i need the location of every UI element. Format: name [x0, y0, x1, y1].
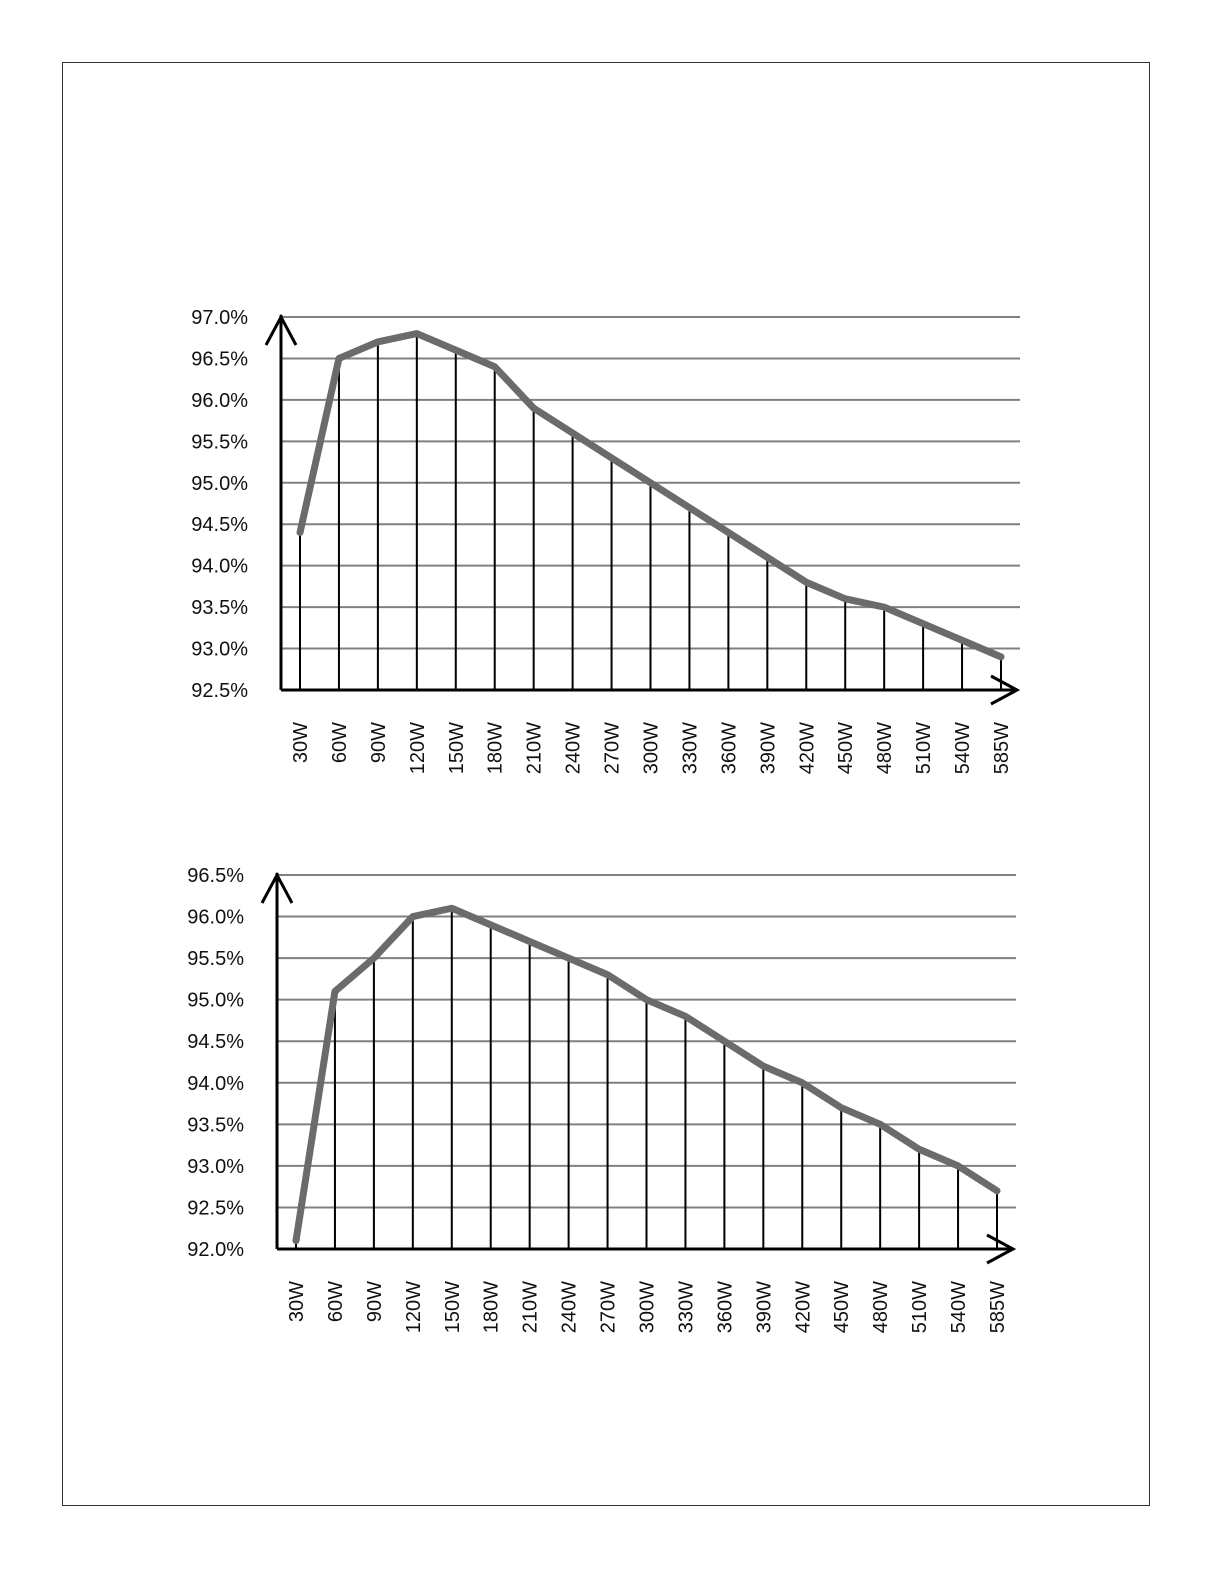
- y-tick-label: 95.0%: [187, 989, 244, 1012]
- data-point: [956, 1163, 961, 1168]
- y-tick-label: 95.5%: [187, 948, 244, 971]
- y-tick-label: 96.5%: [187, 865, 244, 887]
- x-tick-label: 120W: [406, 722, 429, 775]
- y-tick-label: 92.5%: [191, 680, 248, 702]
- x-tick-label: 360W: [718, 722, 741, 775]
- x-tick-label: 510W: [913, 722, 936, 775]
- data-point: [566, 956, 571, 961]
- x-tick-label: 150W: [441, 1281, 464, 1334]
- x-tick-label: 270W: [597, 1281, 620, 1334]
- y-tick-label: 95.0%: [191, 472, 248, 495]
- data-point: [687, 505, 692, 510]
- x-tick-label: 585W: [987, 1281, 1009, 1334]
- data-point: [375, 339, 380, 344]
- y-tick-label: 94.5%: [187, 1031, 244, 1054]
- data-point: [605, 972, 610, 977]
- data-point: [839, 1105, 844, 1110]
- x-tick-label: 300W: [636, 1281, 659, 1334]
- x-tick-label: 360W: [714, 1281, 737, 1334]
- data-point: [492, 364, 497, 369]
- data-point: [609, 455, 614, 460]
- data-point: [882, 605, 887, 610]
- y-tick-label: 93.0%: [191, 638, 248, 661]
- x-tick-label: 300W: [640, 722, 663, 775]
- x-tick-label: 180W: [480, 1281, 503, 1334]
- data-point: [722, 1039, 727, 1044]
- x-tick-label: 510W: [909, 1281, 932, 1334]
- y-tick-label: 92.5%: [187, 1197, 244, 1220]
- y-tick-label: 94.0%: [191, 555, 248, 578]
- y-tick-label: 93.5%: [187, 1114, 244, 1137]
- data-point: [332, 989, 337, 994]
- y-tick-label: 96.0%: [187, 906, 244, 929]
- data-point: [644, 997, 649, 1002]
- x-tick-label: 240W: [562, 722, 585, 775]
- x-tick-label: 480W: [870, 1281, 893, 1334]
- x-tick-label: 270W: [601, 722, 624, 775]
- x-tick-label: 30W: [286, 1281, 308, 1323]
- x-tick-label: 120W: [402, 1281, 425, 1334]
- y-tick-label: 96.5%: [191, 348, 248, 371]
- x-tick-label: 210W: [523, 722, 546, 775]
- y-tick-label: 93.0%: [187, 1155, 244, 1178]
- data-point: [917, 1147, 922, 1152]
- y-tick-label: 94.5%: [191, 514, 248, 537]
- x-tick-label: 90W: [367, 722, 390, 764]
- x-tick-label: 450W: [835, 722, 858, 775]
- chart-2: [187, 865, 1016, 1333]
- x-tick-label: 390W: [753, 1281, 776, 1334]
- data-point: [765, 555, 770, 560]
- data-point: [843, 596, 848, 601]
- y-tick-label: 93.5%: [191, 597, 248, 620]
- data-point: [410, 914, 415, 919]
- x-tick-label: 210W: [519, 1281, 542, 1334]
- x-tick-label: 390W: [757, 722, 780, 775]
- x-tick-label: 480W: [874, 722, 897, 775]
- x-tick-label: 60W: [324, 1281, 347, 1323]
- x-tick-label: 60W: [328, 722, 351, 764]
- data-point: [648, 480, 653, 485]
- data-point: [921, 621, 926, 626]
- y-tick-label: 97.0%: [191, 307, 248, 329]
- data-point: [298, 530, 303, 535]
- x-tick-label: 330W: [679, 722, 702, 775]
- x-tick-label: 90W: [363, 1281, 386, 1323]
- x-tick-label: 450W: [831, 1281, 854, 1334]
- data-point: [414, 331, 419, 336]
- x-tick-label: 585W: [991, 722, 1013, 775]
- data-point: [527, 939, 532, 944]
- data-point: [453, 348, 458, 353]
- x-tick-label: 420W: [792, 1281, 815, 1334]
- data-point: [570, 431, 575, 436]
- x-tick-label: 180W: [484, 722, 507, 775]
- data-point: [531, 406, 536, 411]
- data-point: [683, 1014, 688, 1019]
- data-point: [726, 530, 731, 535]
- x-tick-label: 540W: [948, 1281, 971, 1334]
- data-point: [294, 1238, 299, 1243]
- data-point: [371, 956, 376, 961]
- data-point: [336, 356, 341, 361]
- data-point: [804, 580, 809, 585]
- y-tick-label: 96.0%: [191, 389, 248, 412]
- data-point: [800, 1080, 805, 1085]
- y-tick-label: 94.0%: [187, 1072, 244, 1095]
- data-point: [488, 922, 493, 927]
- x-tick-label: 30W: [290, 722, 312, 764]
- x-tick-label: 150W: [445, 722, 468, 775]
- x-tick-label: 540W: [952, 722, 975, 775]
- data-point: [995, 1188, 1000, 1193]
- data-point: [878, 1122, 883, 1127]
- y-tick-label: 92.0%: [187, 1239, 244, 1261]
- x-tick-label: 240W: [558, 1281, 581, 1334]
- data-point: [449, 906, 454, 911]
- chart-1: [191, 307, 1020, 774]
- y-tick-label: 95.5%: [191, 431, 248, 454]
- x-tick-label: 420W: [796, 722, 819, 775]
- data-point: [960, 638, 965, 643]
- x-tick-label: 330W: [675, 1281, 698, 1334]
- data-point: [999, 654, 1004, 659]
- data-point: [761, 1064, 766, 1069]
